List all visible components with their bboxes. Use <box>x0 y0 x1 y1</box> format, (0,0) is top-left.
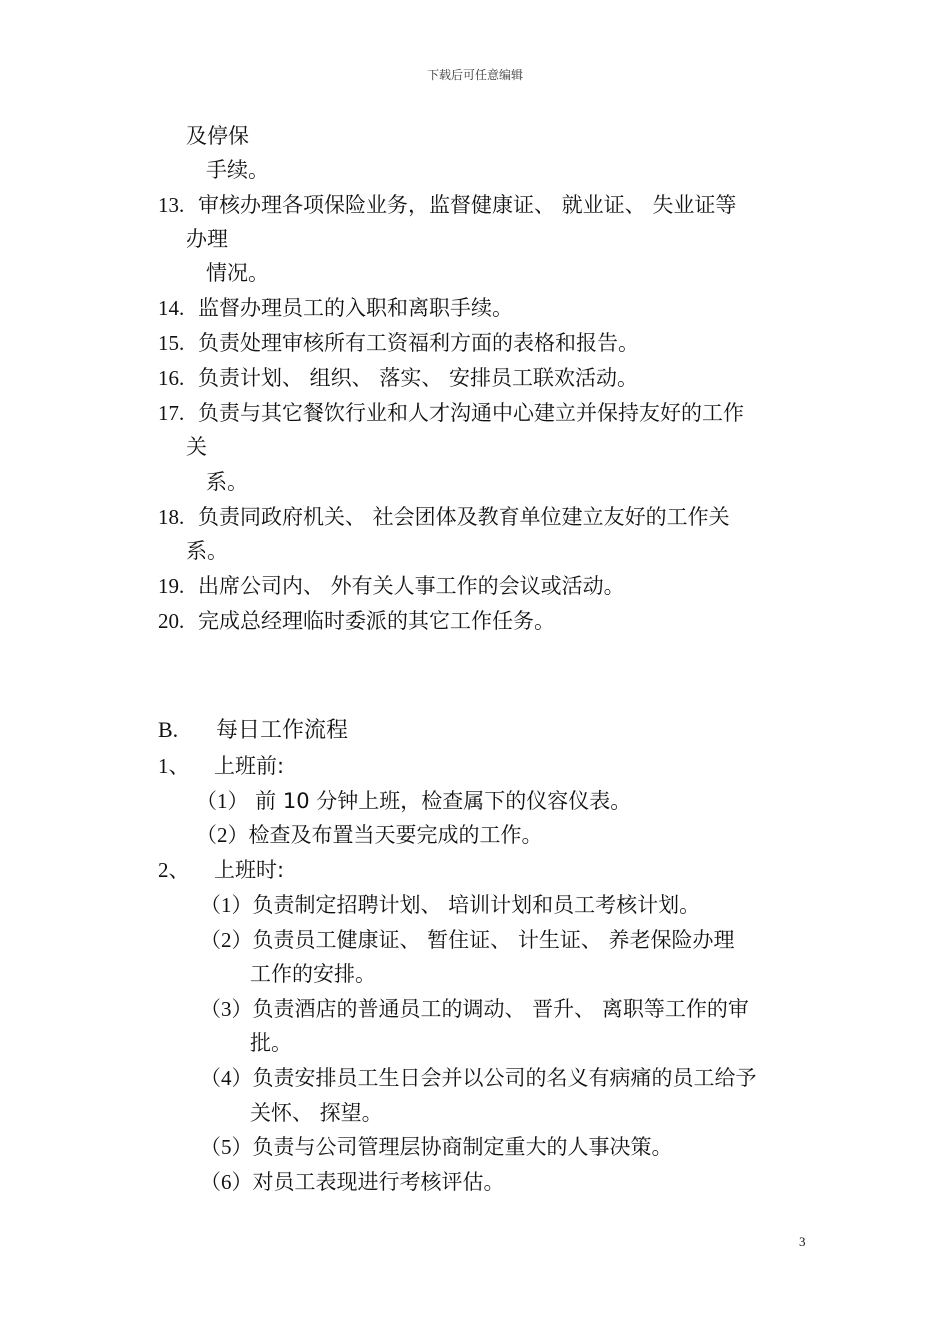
list-item-13 <box>158 191 736 219</box>
list-item-16 <box>158 364 638 392</box>
sub-item-wrap: 批。 <box>250 1031 292 1055</box>
item-text: 负责同政府机关、 社会团体及教育单位建立友好的工作关 <box>198 505 730 529</box>
sub-item-text: 检查及布置当天要完成的工作。 <box>248 823 543 847</box>
list-item-20 <box>158 607 555 635</box>
item-number: 20. <box>158 609 185 633</box>
step-number: 2、 <box>158 858 190 882</box>
item-text: 负责处理审核所有工资福利方面的表格和报告。 <box>198 331 639 355</box>
sub-item-text: 负责与公司管理层协商制定重大的人事决策。 <box>252 1135 673 1159</box>
sub-item-index: （1） <box>196 789 249 813</box>
sub-item <box>200 926 735 954</box>
item-text: 审核办理各项保险业务，监督健康证、 就业证、 失业证等 <box>198 193 737 217</box>
item-number: 13. <box>158 193 185 217</box>
item-number: 14. <box>158 296 185 320</box>
sub-item-index: （4） <box>200 1066 253 1090</box>
sub-item <box>200 891 700 919</box>
item-17-wrap: 关 <box>186 435 207 459</box>
sub-item-text: 对员工表现进行考核评估。 <box>252 1170 505 1194</box>
sub-item-text: 前 10 分钟上班，检查属下的仪容仪表。 <box>248 789 632 813</box>
list-item-18 <box>158 503 730 531</box>
item-12-continuation-2: 手续。 <box>206 158 269 182</box>
item-text: 完成总经理临时委派的其它工作任务。 <box>198 609 555 633</box>
sub-item-index: （2） <box>196 823 249 847</box>
list-item-17 <box>158 399 744 427</box>
sub-item-index: （1） <box>200 893 253 917</box>
section-heading <box>158 716 348 745</box>
item-18-wrap: 系。 <box>186 539 228 563</box>
sub-item-text: 负责酒店的普通员工的调动、 晋升、 离职等工作的审 <box>252 997 749 1021</box>
page-number: 3 <box>799 1234 806 1249</box>
list-item-15 <box>158 329 639 357</box>
sub-item-wrap: 关怀、 探望。 <box>250 1101 383 1125</box>
sub-item-text: 负责制定招聘计划、 培训计划和员工考核计划。 <box>252 893 701 917</box>
item-number: 18. <box>158 505 185 529</box>
sub-item <box>200 995 749 1023</box>
list-item-14 <box>158 294 513 322</box>
sub-item-index: （6） <box>200 1170 253 1194</box>
item-number: 15. <box>158 331 185 355</box>
list-item-19 <box>158 572 625 600</box>
item-text: 负责与其它餐饮行业和人才沟通中心建立并保持友好的工作 <box>198 401 744 425</box>
sub-item-text: 负责员工健康证、 暂住证、 计生证、 养老保险办理 <box>252 928 735 952</box>
sub-item-index: （3） <box>200 997 253 1021</box>
sub-item-text: 负责安排员工生日会并以公司的名义有病痛的员工给予 <box>252 1066 757 1090</box>
item-text: 出席公司内、 外有关人事工作的会议或活动。 <box>198 574 625 598</box>
sub-item-wrap: 工作的安排。 <box>250 962 376 986</box>
sub-item <box>196 821 543 849</box>
section-letter: B. <box>158 717 179 742</box>
step-title: 上班前: <box>214 754 285 778</box>
sub-item <box>200 1168 505 1196</box>
item-text: 监督办理员工的入职和离职手续。 <box>198 296 513 320</box>
sub-item <box>200 1064 757 1092</box>
section-title: 每日工作流程 <box>216 718 349 743</box>
item-13-wrap: 办理 <box>186 227 228 251</box>
item-text: 负责计划、 组织、 落实、 安排员工联欢活动。 <box>198 366 639 390</box>
step-during-work <box>158 856 284 884</box>
item-13-wrap-2: 情况。 <box>206 261 269 285</box>
sub-item <box>200 1133 673 1161</box>
sub-item <box>196 787 631 815</box>
item-17-wrap-2: 系。 <box>206 470 248 494</box>
item-number: 17. <box>158 401 185 425</box>
step-number: 1、 <box>158 754 190 778</box>
item-number: 19. <box>158 574 185 598</box>
sub-item-index: （5） <box>200 1135 253 1159</box>
page-header: 下载后可任意编辑 <box>426 68 523 82</box>
step-before-work <box>158 752 284 780</box>
item-12-continuation: 及停保 <box>186 124 249 148</box>
step-title: 上班时: <box>214 858 285 882</box>
sub-item-index: （2） <box>200 928 253 952</box>
item-number: 16. <box>158 366 185 390</box>
